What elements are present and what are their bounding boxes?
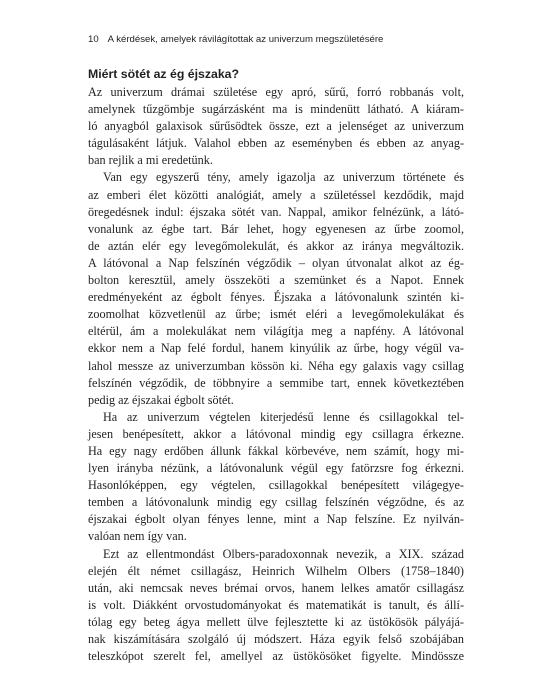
text-line: lahol messze az univerzumban kössön ki. Néha egy galaxis vagy csillag — [88, 358, 464, 373]
text-line: öregedésnek indul: éjszaka sötét van. Nappal, amikor felnézünk, a látó- — [88, 204, 464, 219]
section-heading: Miért sötét az ég éjszaka? — [88, 67, 240, 81]
text-line: ban rejlik a mi eredetünk. — [88, 153, 213, 168]
text-line: ló anyagból galaxisok sűrűsödtek össze, ezt a jelenséget az univerzum — [88, 119, 464, 134]
running-head — [88, 34, 468, 45]
text-line: Ha egy nagy erdőben állunk fákkal körbevéve, nem számít, hogy mi- — [88, 443, 464, 458]
text-line: zoomolhat közvetlenül az űrbe; ismét eléri a levegőmolekulákat és — [88, 307, 464, 322]
text-line: pedig az éjszakai égbolt sötét. — [88, 392, 234, 407]
text-line: éjszakai égbolt olyan fényes lenne, mint a Nap felszíne. Ez nyilván- — [88, 512, 464, 527]
text-line: tólag egy beteg ágya mellett ülve fejlesztette ki az üstökösök pályájá- — [88, 614, 464, 629]
text-line: temben a látóvonalunk mindig egy csillag felszínén végződne, és az — [88, 495, 464, 510]
text-line: nak kiszámítására szolgáló új módszert. Háza egyik felső szobájában — [88, 632, 464, 646]
paragraph — [88, 409, 464, 546]
text-line: eredményeként az égbolt fényes. Éjszaka a látóvonalunk szintén ki- — [88, 290, 464, 305]
text-line: de aztán elér egy levegőmolekulát, és akkor az iránya megváltozik. — [88, 238, 464, 253]
text-line: bolton keresztül, amely összeköti a szemünket és a Napot. Ennek — [88, 273, 464, 288]
text-line: vonalunk az égbe tart. Bár lehet, hogy egyenesen az űrbe zoomol, — [88, 221, 464, 236]
text-line: is volt. Diákként orvostudományokat és matematikát is tanult, és állí- — [88, 597, 464, 612]
running-head-title: A kérdések, amelyek rávilágítottak az univerzum megszületésére — [107, 34, 384, 45]
text-line: Az univerzum drámai születése egy apró, sűrű, forró robbanás volt, — [88, 85, 464, 99]
text-line: után, aki nemcsak neves brémai orvos, hanem lelkes amatőr csillagász — [88, 580, 464, 595]
page-body — [88, 66, 464, 665]
text-line: elején élt német csillagász, Heinrich Wilhelm Olbers (1758–1840) — [88, 563, 464, 578]
paragraph — [88, 84, 464, 169]
text-line: amelynek tűzgömbje sugárzásként ma is mindenütt látható. A kiáram- — [88, 102, 464, 117]
text-line: Ha az univerzum végtelen kiterjedésű lenne és csillagokkal tel- — [103, 409, 464, 424]
text-line: Van egy egyszerű tény, amely igazolja az univerzum története és — [103, 170, 464, 185]
text-line: jesen benépesített, akkor a látóvonal mindig egy csillagra érkezne. — [88, 426, 464, 441]
text-line: A látóvonal a Nap felszínén végződik – olyan útvonalat alkot az ég- — [88, 255, 464, 270]
text-line: tágulásaként látjuk. Valahol ebben az eseményben és ebben az anyag- — [88, 136, 464, 151]
paragraph — [88, 546, 464, 666]
text-line: eltérül, ám a molekulákat nem világítja meg a napfény. A látóvonal — [88, 324, 464, 339]
text-line: valóan nem így van. — [88, 529, 187, 544]
text-line: ekkor nem a Nap felé fordul, hanem kinyúlik az űrbe, hogy végül va- — [88, 341, 464, 356]
text-line: lyen irányba nézünk, a látóvonalunk végül egy fatörzsre fog érkezni. — [88, 461, 464, 476]
paragraph — [88, 169, 464, 408]
text-line: Hasonlóképpen, egy végtelen, csillagokkal benépesített világegye- — [88, 478, 464, 493]
text-line: felszínén végződik, de többnyire a semmibe tart, ennek következtében — [88, 375, 464, 390]
text-line: teleszkópot szerelt fel, amellyel az üstökösöket figyelte. Mindössze — [88, 649, 464, 664]
text-line: Ezt az ellentmondást Olbers-paradoxonnak nevezik, a XIX. század — [103, 546, 464, 561]
page-number: 10 — [88, 34, 99, 45]
text-line: az emberi élet közötti analógiát, amely a születéssel kezdődik, majd — [88, 187, 464, 202]
